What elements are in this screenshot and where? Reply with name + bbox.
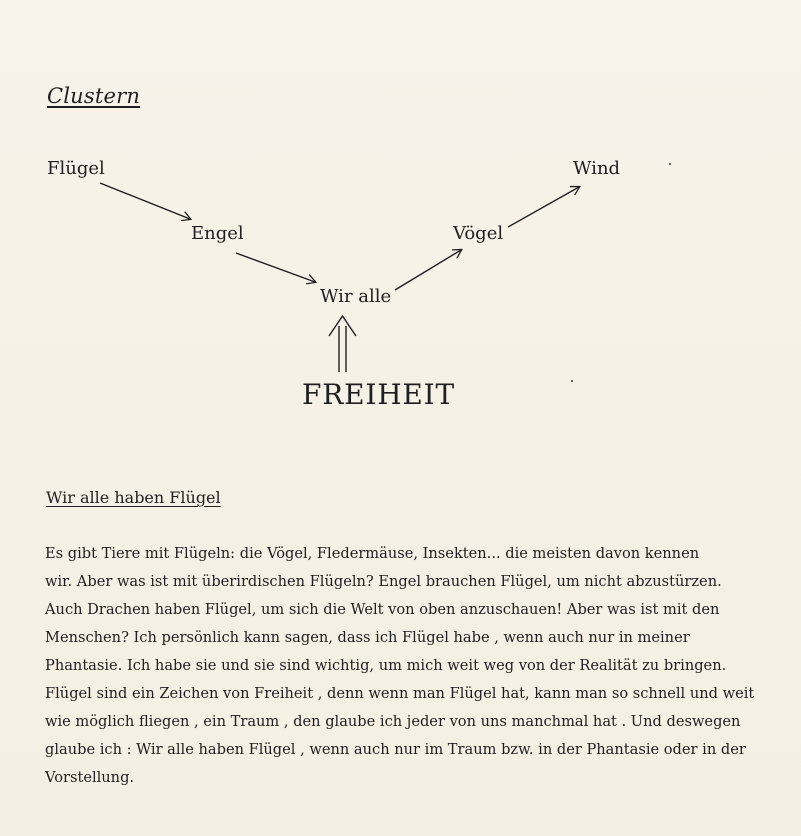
arrow-wir-alle-to-voegel (395, 250, 461, 290)
arrow-freiheit-to-wir-alle (329, 316, 356, 372)
section-title: Wir alle haben Flügel (46, 488, 221, 507)
body-line: Phantasie. Ich habe sie und sie sind wichtig, um mich weit weg von der Realität zu bringen. (45, 657, 727, 674)
cluster-word-engel: Engel (191, 223, 244, 244)
cluster-word-fluegel: Flügel (47, 158, 105, 179)
cluster-word-voegel: Vögel (453, 223, 504, 244)
body-line: Es gibt Tiere mit Flügeln: die Vögel, Fledermäuse, Insekten... die meisten davon kennen (45, 545, 700, 562)
arrow-voegel-to-wind (508, 187, 579, 227)
body-line: wie möglich fliegen , ein Traum , den glaube ich jeder von uns manchmal hat . Und deswegen (45, 713, 741, 730)
body-line: Auch Drachen haben Flügel, um sich die Welt von oben anzuschauen! Aber was ist mit den (45, 601, 720, 618)
body-line: Flügel sind ein Zeichen von Freiheit , denn wenn man Flügel hat, kann man so schnell und weit (45, 685, 755, 702)
cluster-word-freiheit: FREIHEIT (302, 378, 456, 411)
body-line: glaube ich : Wir alle haben Flügel , wenn auch nur im Traum bzw. in der Phantasie oder in der (45, 741, 746, 758)
arrow-engel-to-wir-alle (236, 253, 315, 282)
body-paragraph (45, 540, 755, 792)
paper-speck (669, 163, 671, 165)
arrow-fluegel-to-engel (100, 183, 190, 219)
body-line: Menschen? Ich persönlich kann sagen, dass ich Flügel habe , wenn auch nur in meiner (45, 629, 690, 646)
cluster-word-wir-alle: Wir alle (320, 286, 392, 307)
body-line: Vorstellung. (45, 769, 135, 786)
body-line: wir. Aber was ist mit überirdischen Flügeln? Engel brauchen Flügel, um nicht abzustürzen. (45, 573, 722, 590)
cluster-word-wind: Wind (573, 158, 621, 179)
page-heading: Clustern (47, 84, 141, 108)
paper-speck (571, 380, 573, 382)
